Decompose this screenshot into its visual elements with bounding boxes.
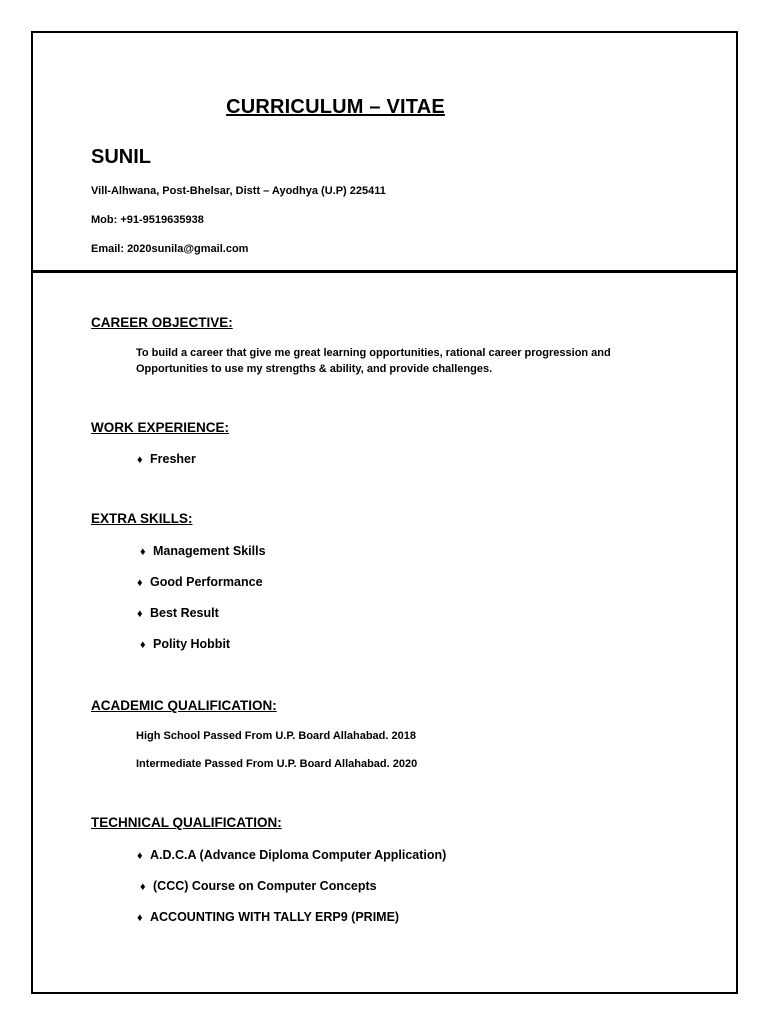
diamond-bullet-icon: ♦ bbox=[140, 546, 146, 558]
list-item-label: Best Result bbox=[150, 606, 219, 620]
diamond-bullet-icon: ♦ bbox=[140, 881, 146, 893]
extra-skills-heading: EXTRA SKILLS: bbox=[91, 511, 193, 526]
diamond-bullet-icon: ♦ bbox=[140, 639, 146, 651]
list-item bbox=[140, 544, 266, 558]
career-objective-heading: CAREER OBJECTIVE: bbox=[91, 315, 233, 330]
diamond-bullet-icon: ♦ bbox=[137, 608, 143, 620]
career-objective-line: Opportunities to use my strengths & ability, and provide challenges. bbox=[136, 363, 493, 375]
career-objective-line: To build a career that give me great learning opportunities, rational career progression and bbox=[136, 347, 611, 359]
work-experience-heading: WORK EXPERIENCE: bbox=[91, 420, 230, 435]
email-address: Email: 2020sunila@gmail.com bbox=[91, 243, 249, 255]
mobile-number: Mob: +91-9519635938 bbox=[91, 214, 204, 226]
list-item-label: Polity Hobbit bbox=[153, 637, 231, 651]
list-item bbox=[137, 910, 399, 924]
list-item bbox=[137, 575, 263, 589]
qualification-item: High School Passed From U.P. Board Allahabad. 2018 bbox=[136, 730, 416, 742]
list-item bbox=[140, 637, 230, 651]
list-item-label: A.D.C.A (Advance Diploma Computer Application) bbox=[150, 848, 447, 862]
address: Vill-Alhwana, Post-Bhelsar, Distt – Ayodhya (U.P) 225411 bbox=[91, 185, 386, 197]
list-item-label: Management Skills bbox=[153, 544, 266, 558]
list-item bbox=[137, 606, 219, 620]
list-item-label: Good Performance bbox=[150, 575, 263, 589]
list-item bbox=[137, 848, 446, 862]
resume-page bbox=[31, 31, 738, 994]
candidate-name: SUNIL bbox=[91, 146, 151, 168]
list-item-label: Fresher bbox=[150, 452, 196, 466]
list-item bbox=[137, 452, 196, 466]
header-divider bbox=[33, 270, 736, 273]
diamond-bullet-icon: ♦ bbox=[137, 850, 143, 862]
list-item-label: ACCOUNTING WITH TALLY ERP9 (PRIME) bbox=[150, 910, 400, 924]
document-title: CURRICULUM – VITAE bbox=[226, 96, 445, 118]
list-item bbox=[140, 879, 377, 893]
qualification-item: Intermediate Passed From U.P. Board Allahabad. 2020 bbox=[136, 758, 418, 770]
list-item-label: (CCC) Course on Computer Concepts bbox=[153, 879, 377, 893]
diamond-bullet-icon: ♦ bbox=[137, 454, 143, 466]
diamond-bullet-icon: ♦ bbox=[137, 577, 143, 589]
academic-qualification-heading: ACADEMIC QUALIFICATION: bbox=[91, 698, 277, 713]
diamond-bullet-icon: ♦ bbox=[137, 912, 143, 924]
technical-qualification-heading: TECHNICAL QUALIFICATION: bbox=[91, 815, 282, 830]
